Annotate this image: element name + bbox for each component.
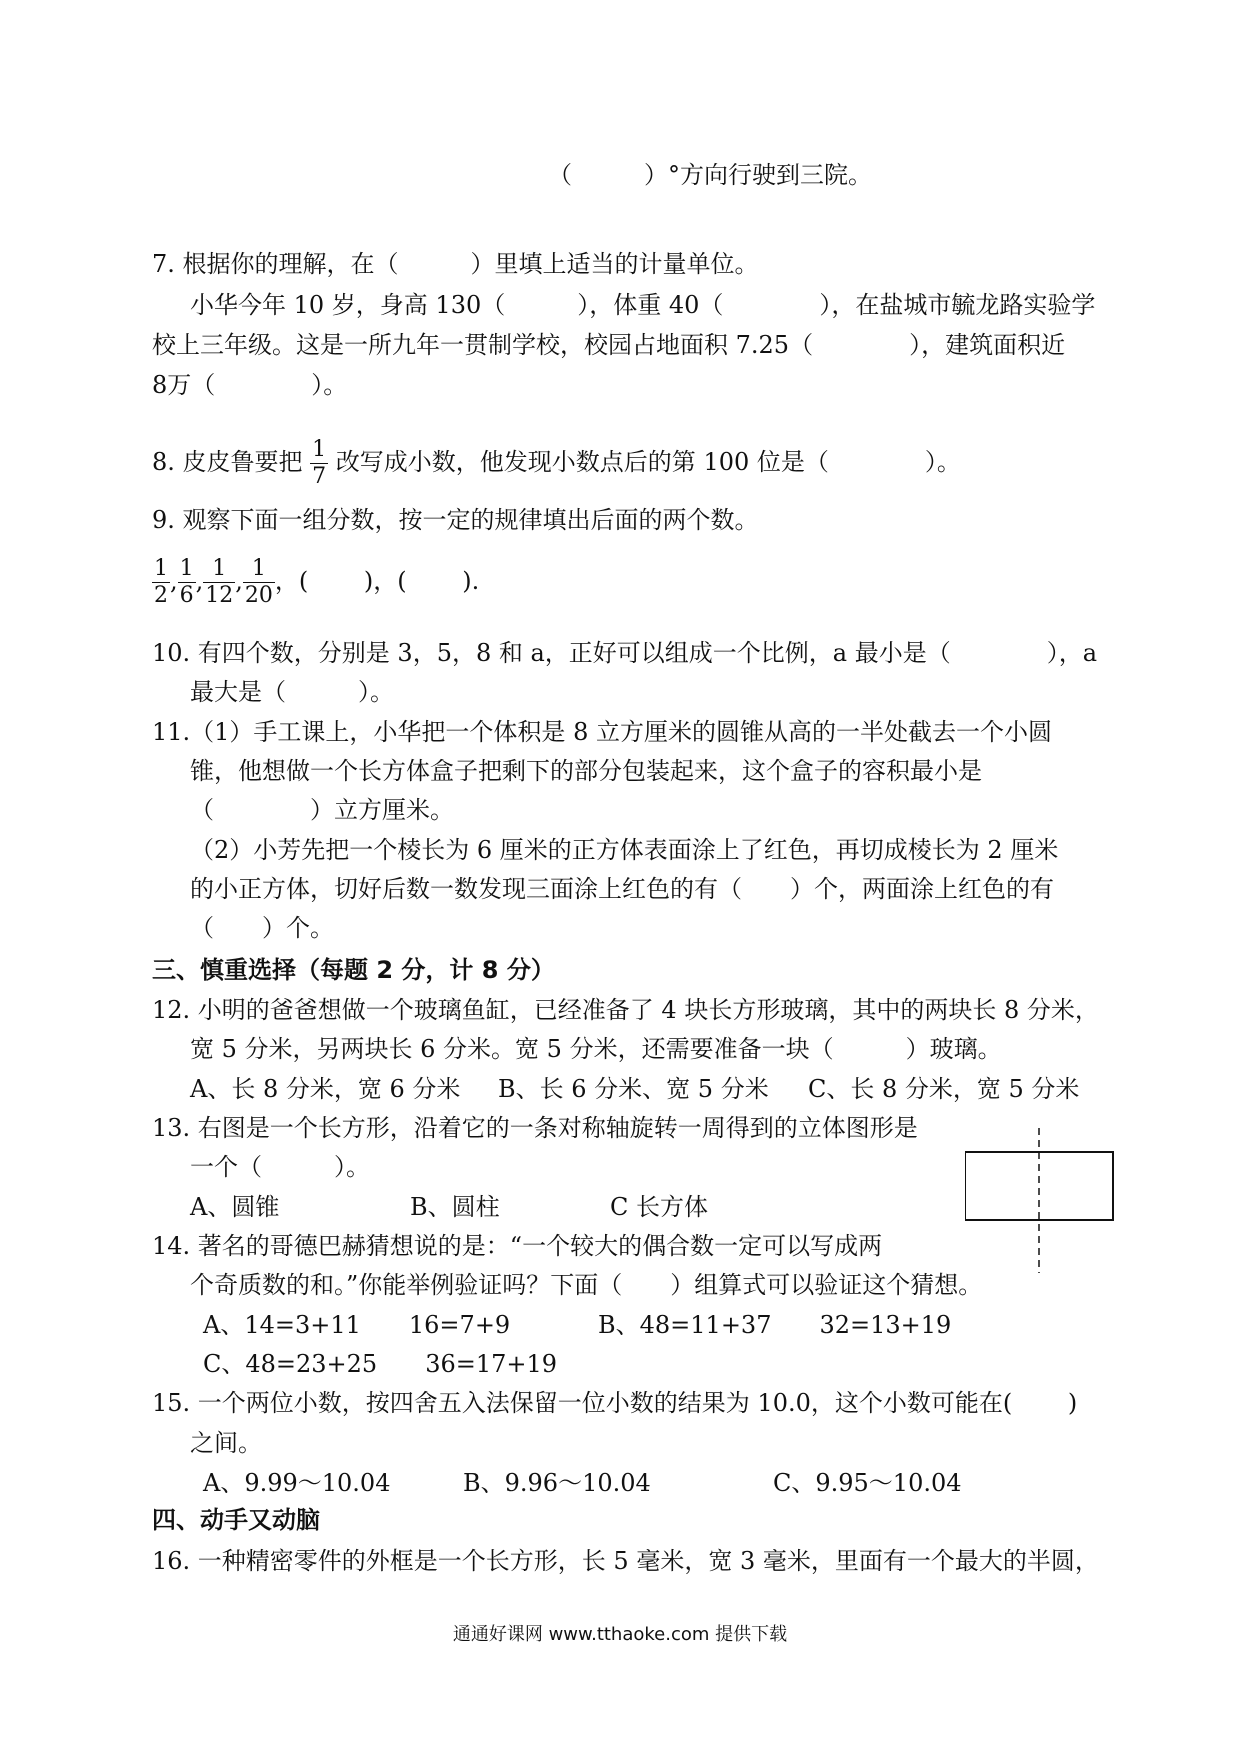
q15-line-1: 15. 一个两位小数，按四舍五入法保留一位小数的结果为 10.0，这个小数可能在( ): [152, 1389, 1078, 1417]
q9-comma: ,: [195, 567, 204, 595]
rectangle-axis-figure: [965, 1128, 1120, 1273]
q13-line-2: 一个（ ）。: [190, 1153, 370, 1181]
top-line: （ ）°方向行驶到三院。: [548, 161, 872, 189]
q14-option-a: A、14=3+11 16=7+9: [203, 1311, 511, 1339]
q14-line-1: 14. 著名的哥德巴赫猜想说的是：“一个较大的偶合数一定可以写成两: [152, 1232, 883, 1260]
q7-line-3: 8万（ ）。: [152, 371, 348, 399]
q9-comma: ,: [170, 567, 178, 595]
q9-frac-4-num: 1: [243, 558, 275, 583]
q15-option-a: A、9.99～10.04: [203, 1469, 391, 1497]
q9-frac-3-den: 12: [205, 583, 234, 608]
q13-option-c: C 长方体: [610, 1193, 708, 1221]
q11-line-2: 锥，他想做一个长方体盒子把剩下的部分包装起来，这个盒子的容积最小是: [190, 757, 982, 785]
q8-line: [152, 437, 961, 488]
q12-line-2: 宽 5 分米，另两块长 6 分米。宽 5 分米，还需要准备一块（ ）玻璃。: [190, 1035, 1002, 1063]
q15-option-c: C、9.95～10.04: [773, 1469, 962, 1497]
q13-option-b: B、圆柱: [410, 1193, 500, 1221]
q7-stem: 7. 根据你的理解，在（ ）里填上适当的计量单位。: [152, 250, 759, 278]
rectangle: [965, 1152, 1113, 1220]
q9-frac-1-num: 1: [154, 556, 168, 581]
q13-option-a: A、圆锥: [190, 1193, 280, 1221]
q9-fraction-1: [152, 558, 170, 607]
q15-option-b: B、9.96～10.04: [463, 1469, 651, 1497]
q14-line-2: 个奇质数的和。”你能举例验证吗？下面（ ）组算式可以验证这个猜想。: [190, 1271, 983, 1299]
q9-frac-1-den: 2: [154, 583, 168, 608]
q10-line-1: 10. 有四个数，分别是 3，5，8 和 a，正好可以组成一个比例，a 最小是（ ），a: [152, 639, 1098, 667]
section-4-title: 四、动手又动脑: [152, 1506, 320, 1534]
q9-frac-2-den: 6: [179, 583, 194, 608]
q9-stem: 9. 观察下面一组分数，按一定的规律填出后面的两个数。: [152, 506, 759, 534]
q8-fraction: [310, 439, 328, 488]
q9-fraction-3: [203, 558, 235, 607]
q8-frac-num: 1: [312, 437, 327, 462]
q9-frac-2-num: 1: [179, 556, 194, 581]
q9-frac-4-den: 20: [244, 583, 273, 608]
q7-line-1: 小华今年 10 岁，身高 130（ ），体重 40（ ），在盐城市毓龙路实验学: [190, 291, 1096, 319]
q14-option-c: C、48=23+25 36=17+19: [203, 1350, 558, 1378]
q13-line-1: 13. 右图是一个长方形，沿着它的一条对称轴旋转一周得到的立体图形是: [152, 1114, 918, 1142]
q8-after: 改写成小数，他发现小数点后的第 100 位是（ ）。: [335, 448, 961, 476]
section-3-title: 三、慎重选择（每题 2 分，计 8 分）: [152, 956, 555, 984]
q8-before: 8. 皮皮鲁要把: [152, 448, 303, 476]
q9-comma: ,: [235, 567, 243, 595]
q9-sequence: [152, 556, 479, 607]
q12-option-a: A、长 8 分米，宽 6 分米: [190, 1075, 461, 1103]
q12-option-b: B、长 6 分米、宽 5 分米: [498, 1075, 769, 1103]
q12-line-1: 12. 小明的爸爸想做一个玻璃鱼缸，已经准备了 4 块长方形玻璃，其中的两块长 8 分米，: [152, 996, 1099, 1024]
q15-line-2: 之间。: [190, 1429, 262, 1457]
q12-option-c: C、长 8 分米，宽 5 分米: [808, 1075, 1080, 1103]
q9-fraction-2: [178, 558, 196, 607]
q8-frac-den: 7: [312, 464, 327, 489]
q10-line-2: 最大是（ ）。: [190, 678, 394, 706]
q14-option-b: B、48=11+37 32=13+19: [598, 1311, 952, 1339]
q7-line-2: 校上三年级。这是一所九年一贯制学校，校园占地面积 7.25（ ），建筑面积近: [152, 331, 1066, 359]
q11-line-4: （2）小芳先把一个棱长为 6 厘米的正方体表面涂上了红色，再切成棱长为 2 厘米: [190, 836, 1059, 864]
q9-fraction-4: [243, 558, 275, 607]
q16-line: 16. 一种精密零件的外框是一个长方形，长 5 毫米，宽 3 毫米，里面有一个最大的半圆，: [152, 1547, 1099, 1575]
footer-credit: 通通好课网 www.tthaoke.com 提供下载: [452, 1624, 788, 1645]
q11-line-5: 的小正方体，切好后数一数发现三面涂上红色的有（ ）个，两面涂上红色的有: [190, 875, 1054, 903]
q9-frac-3-num: 1: [203, 558, 235, 583]
q11-line-6: （ ）个。: [190, 914, 334, 942]
q9-tail: ，( )，( ).: [274, 567, 480, 595]
q11-line-3: （ ）立方厘米。: [190, 796, 454, 824]
q11-line-1: 11.（1）手工课上，小华把一个体积是 8 立方厘米的圆锥从高的一半处截去一个小圆: [152, 718, 1052, 746]
